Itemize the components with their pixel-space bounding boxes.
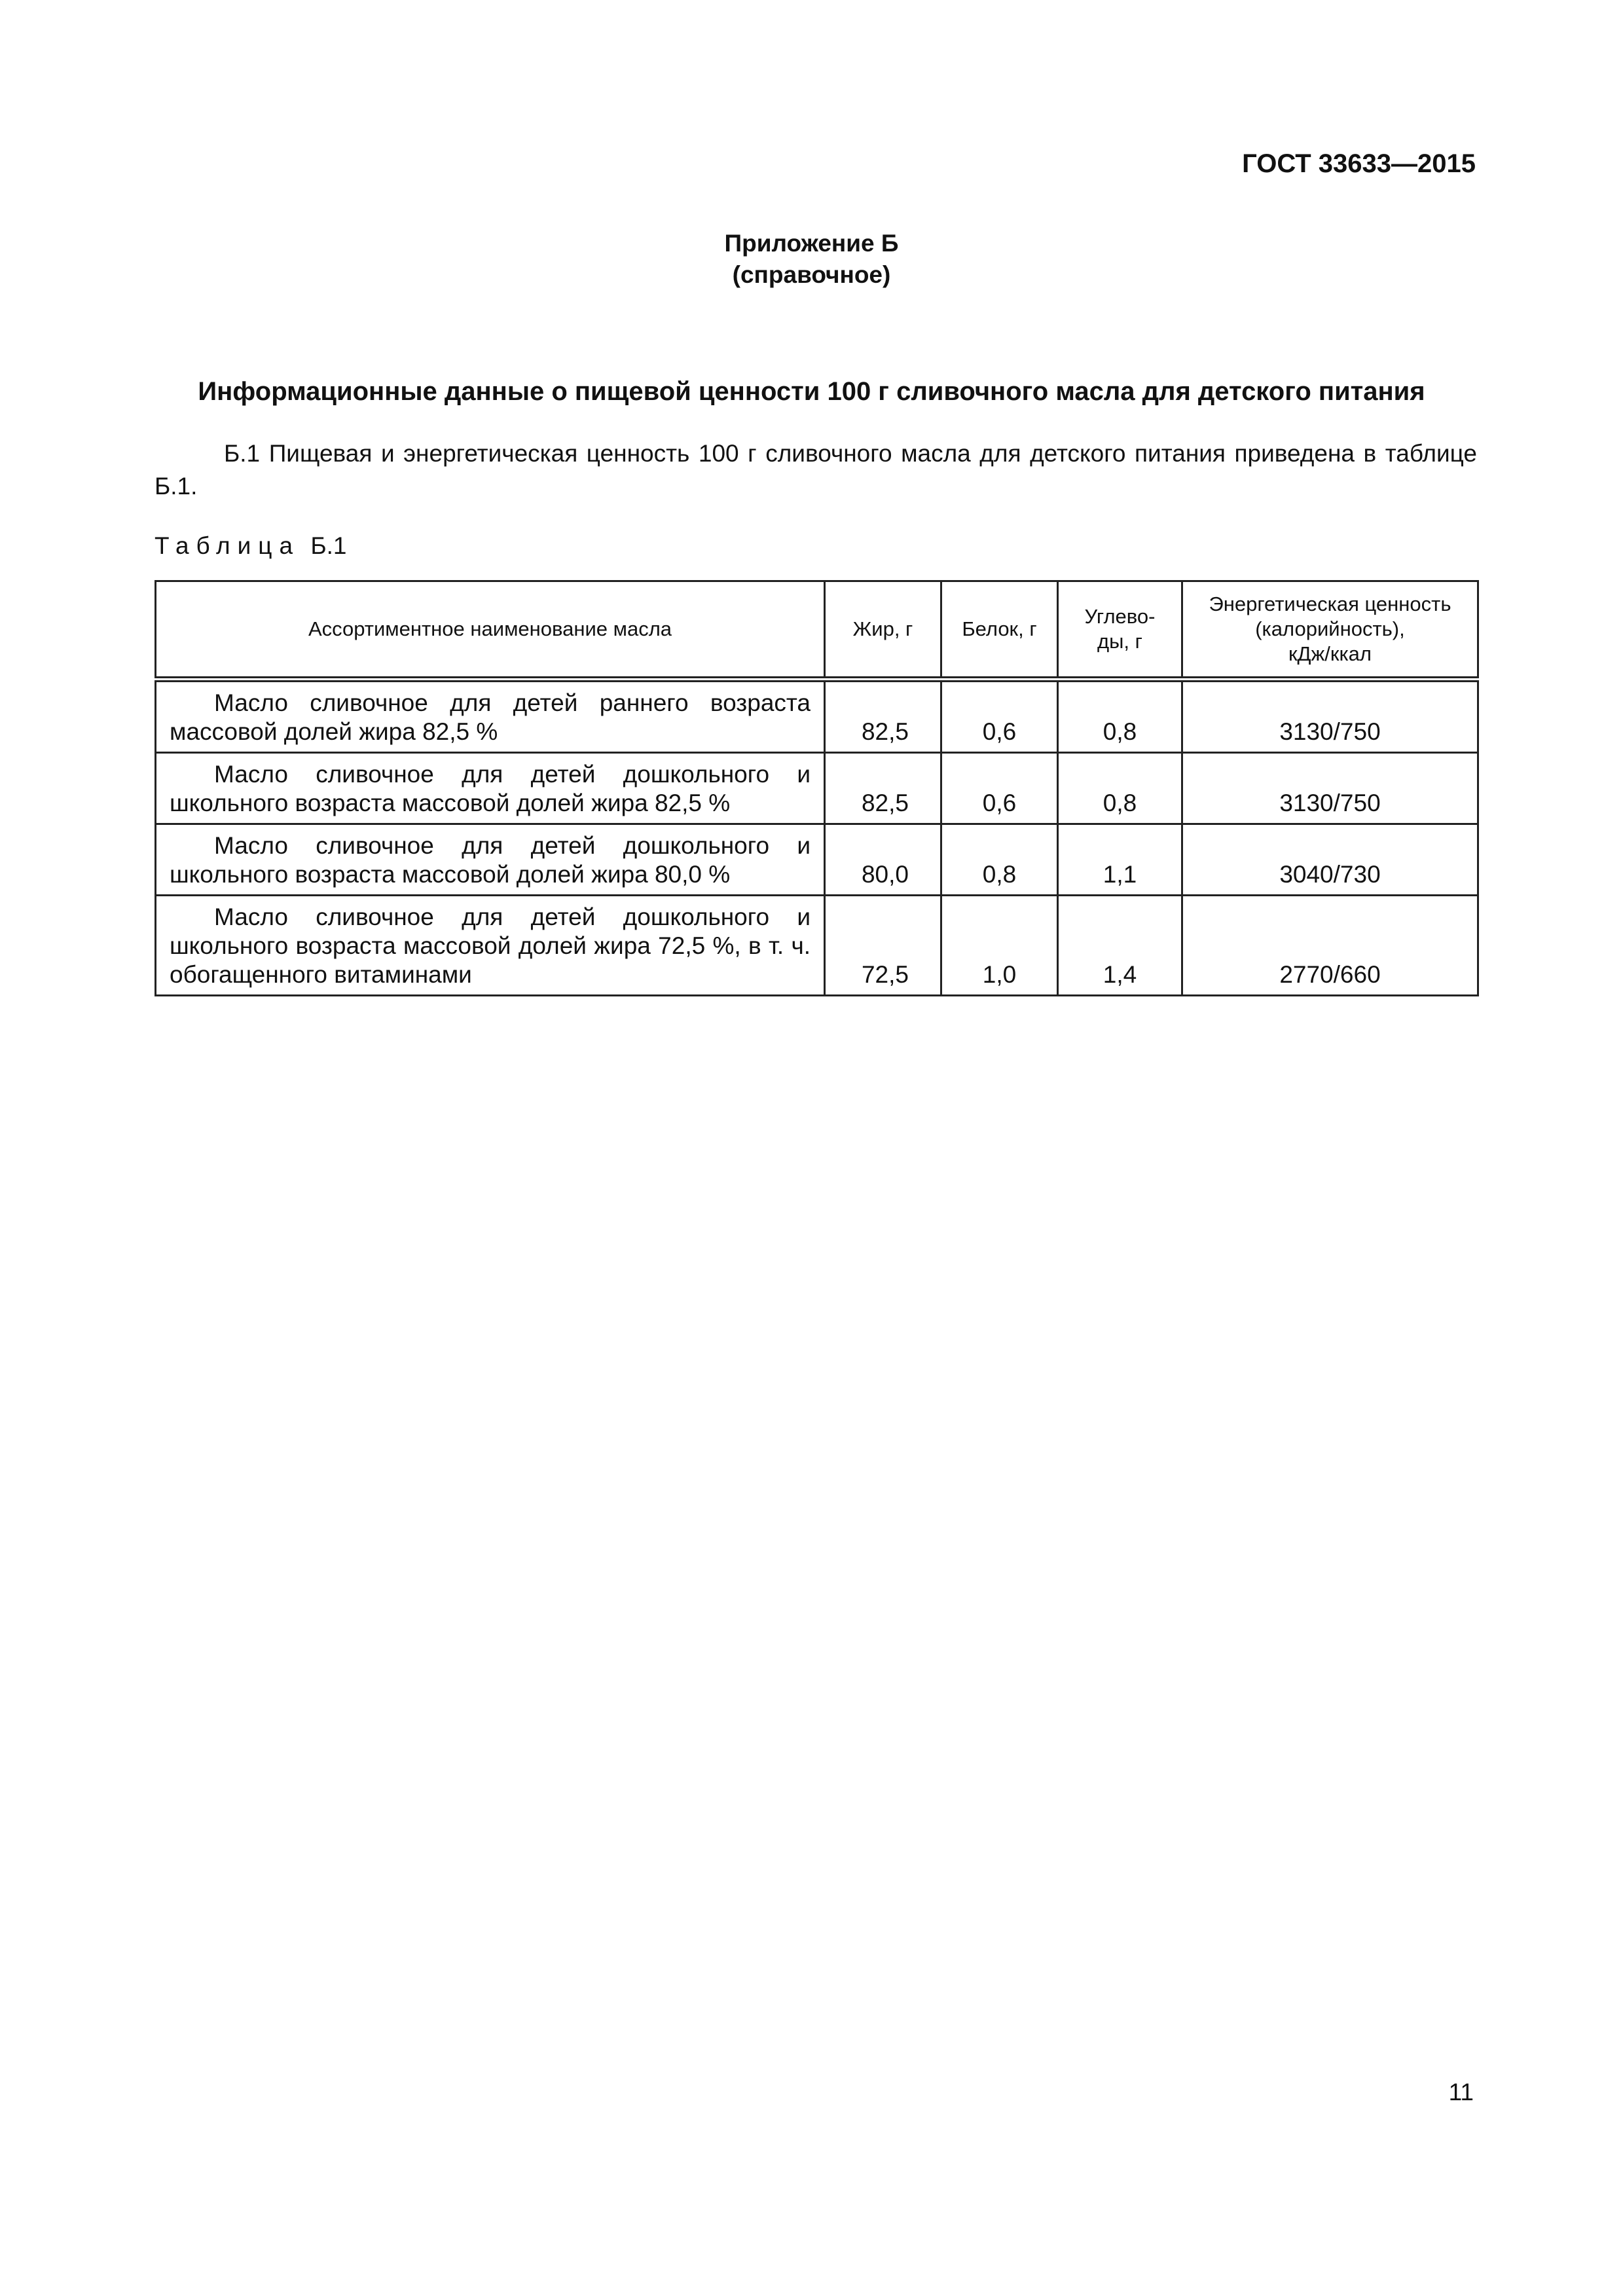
cell-fat: 80,0 bbox=[825, 824, 941, 896]
table-caption-word: Таблица bbox=[155, 532, 301, 559]
cell-protein: 0,6 bbox=[941, 680, 1058, 753]
cell-name: Масло сливочное для детей дошкольного и школьного возраста массовой долей жира 80,0 % bbox=[156, 824, 825, 896]
cell-protein: 0,8 bbox=[941, 824, 1058, 896]
intro-paragraph: Б.1 Пищевая и энергетическая ценность 100 г сливочного масла для детского питания приведена в таблице Б.1. bbox=[155, 440, 1477, 500]
cell-protein: 0,6 bbox=[941, 753, 1058, 824]
header-carbs-line2: ды, г bbox=[1097, 630, 1142, 653]
section-title: Информационные данные о пищевой ценности 100 г сливочного масла для детского питания bbox=[198, 377, 1425, 406]
table-caption-number: Б.1 bbox=[310, 532, 347, 559]
cell-energy: 3040/730 bbox=[1182, 824, 1478, 896]
header-energy-line2: (калорийность), bbox=[1255, 617, 1405, 640]
header-carbs bbox=[1058, 581, 1182, 680]
table-header-row bbox=[156, 581, 1478, 680]
cell-fat: 72,5 bbox=[825, 896, 941, 996]
cell-name: Масло сливочное для детей дошкольного и школьного возраста массовой долей жира 82,5 % bbox=[156, 753, 825, 824]
table-header bbox=[156, 581, 1478, 680]
table-row bbox=[156, 680, 1478, 753]
cell-carbs: 0,8 bbox=[1058, 753, 1182, 824]
appendix-status: (справочное) bbox=[732, 261, 891, 288]
header-energy-line1: Энергетическая ценность bbox=[1209, 592, 1451, 615]
cell-energy: 2770/660 bbox=[1182, 896, 1478, 996]
cell-energy: 3130/750 bbox=[1182, 680, 1478, 753]
appendix-title: Приложение Б bbox=[724, 230, 899, 257]
header-name: Ассортиментное наименование масла bbox=[156, 581, 825, 680]
cell-carbs: 1,1 bbox=[1058, 824, 1182, 896]
cell-protein: 1,0 bbox=[941, 896, 1058, 996]
document-code: ГОСТ 33633—2015 bbox=[1242, 149, 1476, 178]
header-fat: Жир, г bbox=[825, 581, 941, 680]
table-row bbox=[156, 753, 1478, 824]
cell-energy: 3130/750 bbox=[1182, 753, 1478, 824]
table-row bbox=[156, 896, 1478, 996]
table-body bbox=[156, 680, 1478, 996]
cell-name: Масло сливочное для детей дошкольного и школьного возраста массовой долей жира 72,5 %, в т. ч. обогащенного витаминами bbox=[156, 896, 825, 996]
cell-fat: 82,5 bbox=[825, 753, 941, 824]
header-carbs-line1: Углево- bbox=[1084, 605, 1156, 628]
header-energy bbox=[1182, 581, 1478, 680]
header-energy-line3: кДж/ккал bbox=[1288, 642, 1372, 665]
cell-carbs: 0,8 bbox=[1058, 680, 1182, 753]
table-caption bbox=[155, 532, 347, 560]
page-number: 11 bbox=[1448, 2079, 1474, 2105]
cell-name: Масло сливочное для детей раннего возраста массовой долей жира 82,5 % bbox=[156, 680, 825, 753]
cell-carbs: 1,4 bbox=[1058, 896, 1182, 996]
appendix-heading bbox=[0, 228, 1623, 291]
header-protein: Белок, г bbox=[941, 581, 1058, 680]
cell-fat: 82,5 bbox=[825, 680, 941, 753]
table-row bbox=[156, 824, 1478, 896]
nutrition-table bbox=[155, 580, 1479, 996]
